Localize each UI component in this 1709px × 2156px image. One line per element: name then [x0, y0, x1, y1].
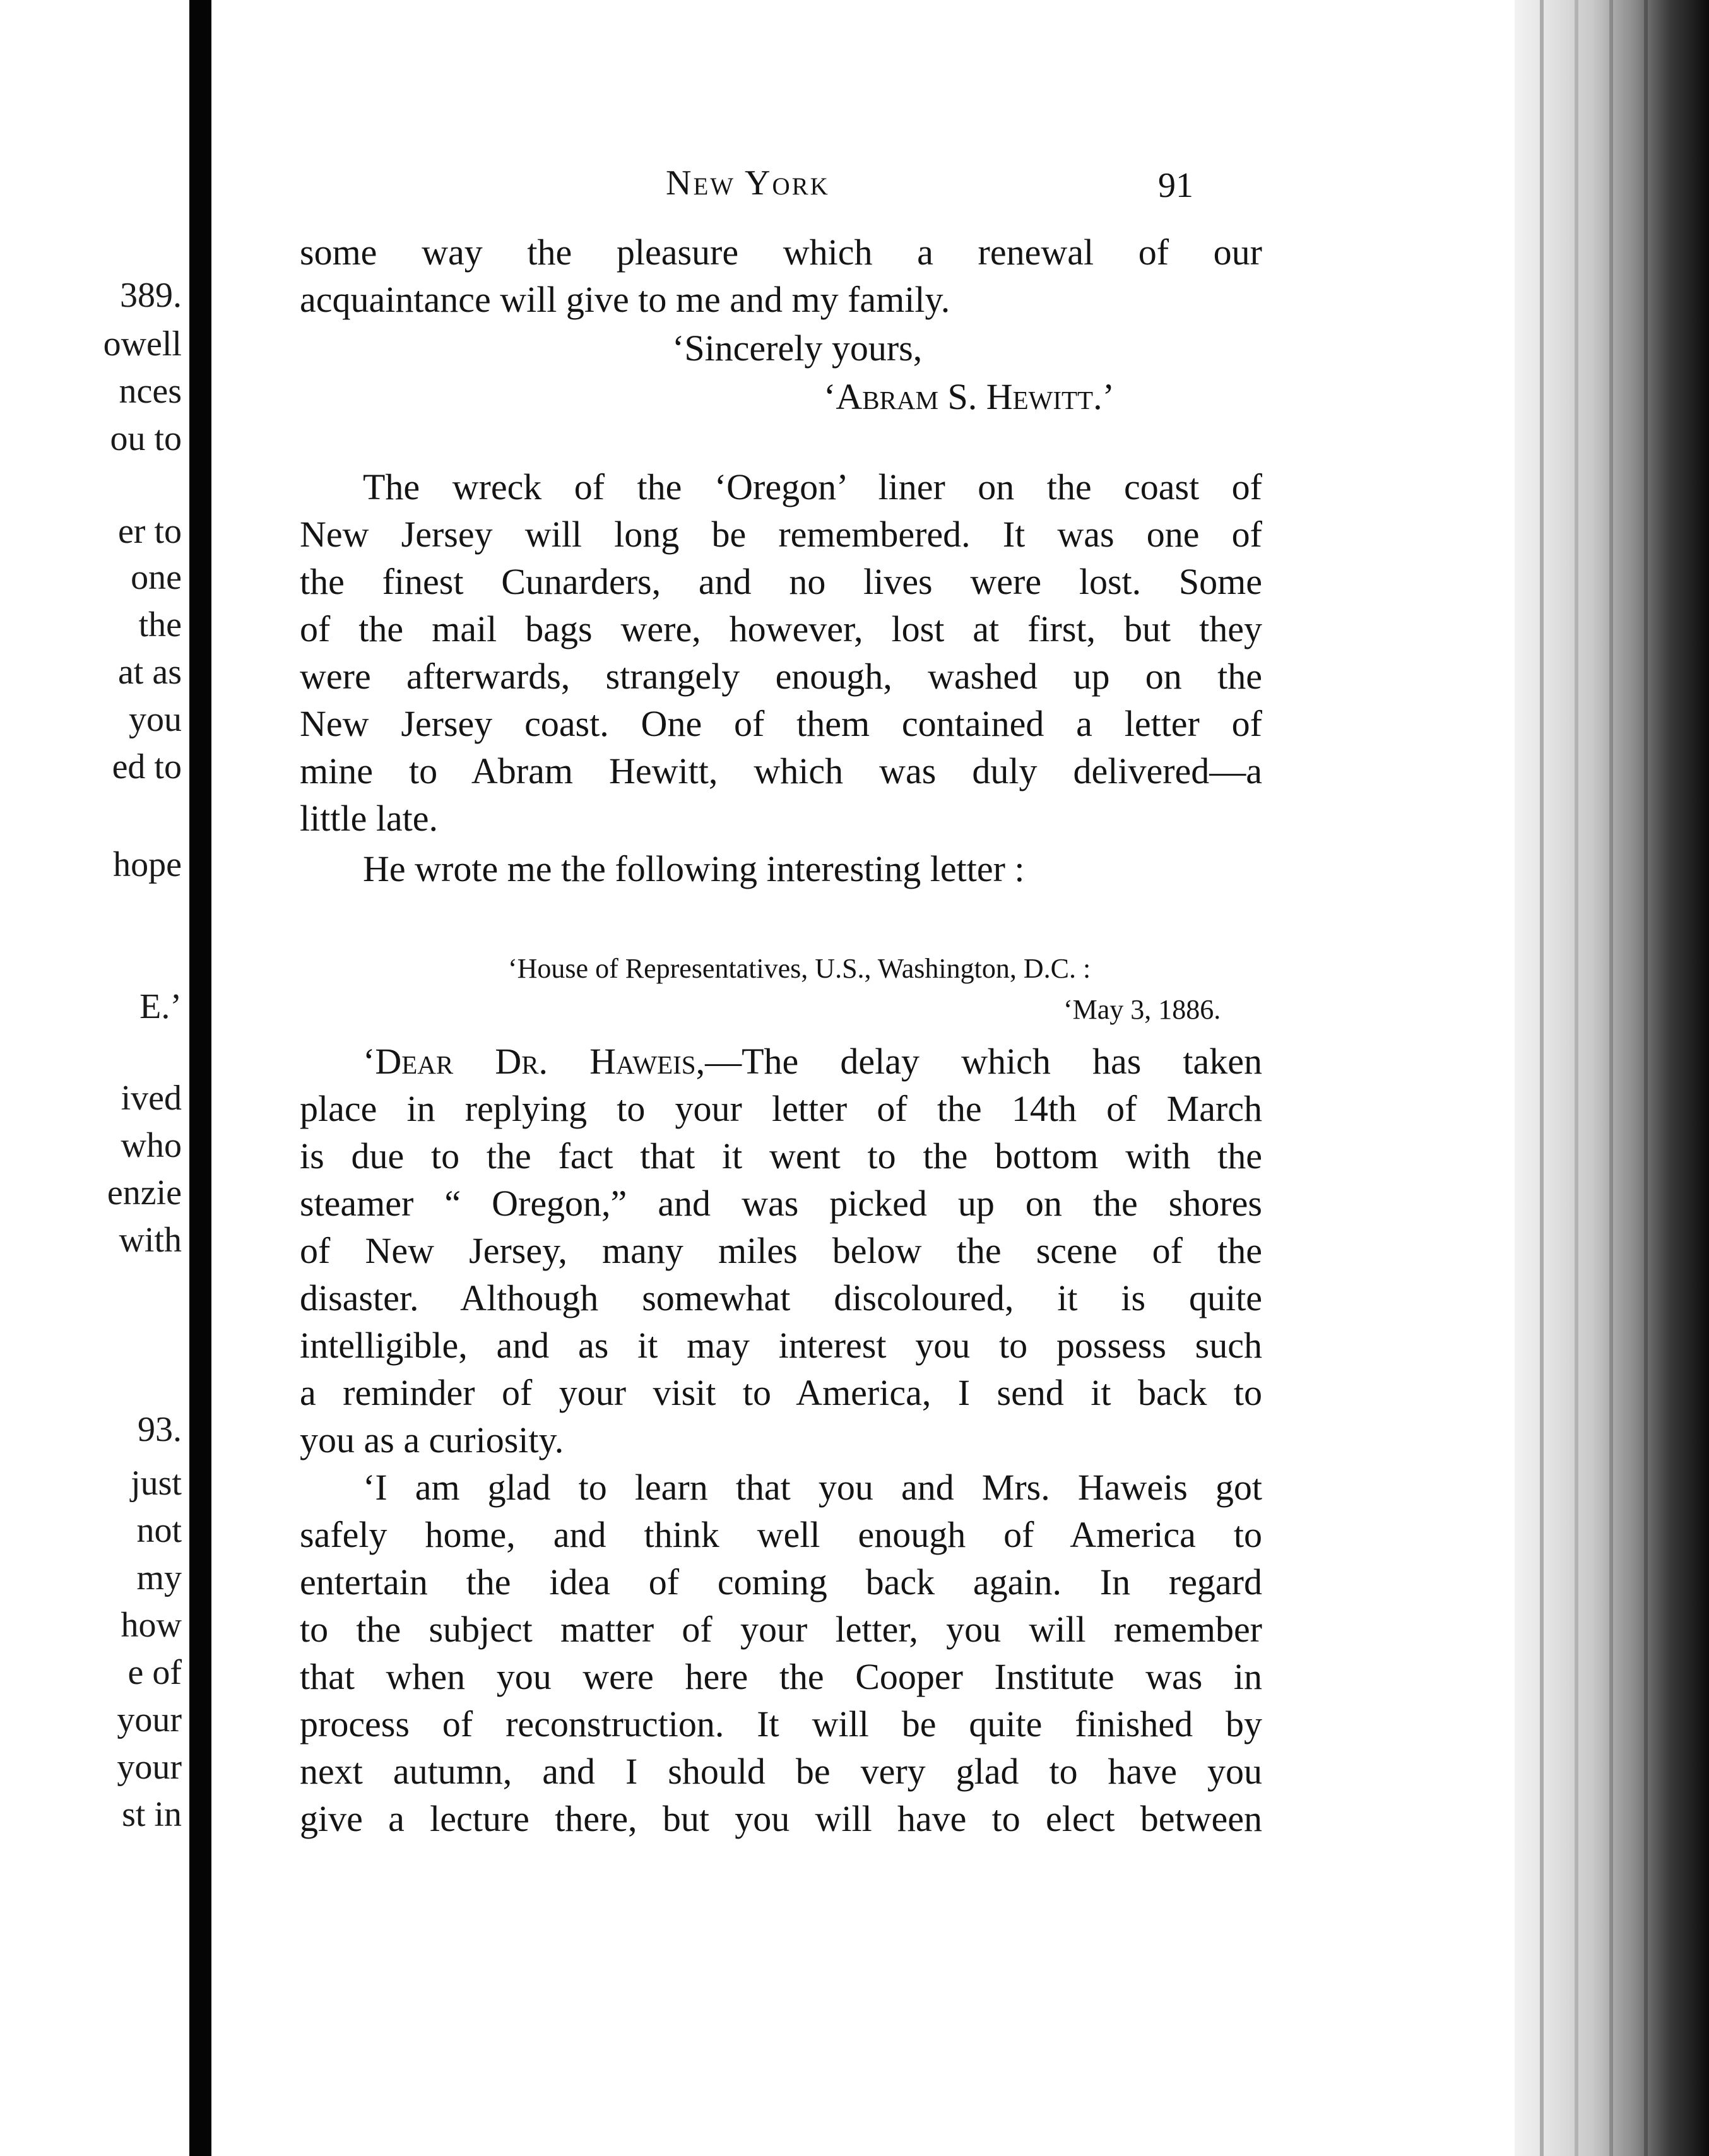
left-fragment: ou to — [110, 419, 182, 458]
text-line: intelligible, and as it may interest you to possess such — [300, 1325, 1262, 1366]
letter-salutation: ‘Dear Dr. Haweis, — [363, 1041, 706, 1082]
left-fragment: ed to — [112, 747, 182, 786]
text-line: disaster. Although somewhat discoloured, it is quite — [300, 1277, 1262, 1318]
left-fragment: nces — [119, 372, 182, 411]
text-line: the finest Cunarders, and no lives were lost. Some — [300, 561, 1262, 602]
text-line: New Jersey coast. One of them contained a letter of — [300, 703, 1262, 744]
text-line: were afterwards, strangely enough, washed up on the — [300, 656, 1262, 697]
text-line: you as a curiosity. — [300, 1419, 564, 1460]
left-fragment: er to — [117, 512, 182, 551]
text-line: of the mail bags were, however, lost at first, but they — [300, 608, 1262, 649]
text-line: ‘I am glad to learn that you and Mrs. Haweis got — [363, 1467, 1262, 1508]
left-fragment: hope — [113, 845, 182, 884]
text-line: next autumn, and I should be very glad to have you — [300, 1751, 1262, 1792]
text-line: is due to the fact that it went to the bottom with the — [300, 1135, 1262, 1176]
left-fragment: at as — [117, 653, 182, 692]
left-fragment: how — [121, 1606, 182, 1645]
page-block-edge — [1515, 0, 1709, 2156]
left-fragment: 389. — [120, 276, 182, 315]
letter-closing: ‘Sincerely yours, — [672, 328, 923, 369]
text-line: acquaintance will give to me and my family. — [300, 279, 950, 320]
text-line: a reminder of your visit to America, I send it back to — [300, 1372, 1262, 1413]
running-head: New York — [666, 163, 830, 203]
left-fragment: my — [136, 1558, 182, 1597]
text-line: place in replying to your letter of the 14th of March — [300, 1088, 1262, 1129]
left-fragment: owell — [103, 324, 182, 364]
left-fragment: just — [131, 1464, 182, 1503]
left-fragment: your — [117, 1700, 182, 1739]
text-line: mine to Abram Hewitt, which was duly delivered—a — [300, 750, 1262, 791]
text-line: The wreck of the ‘Oregon’ liner on the coast of — [363, 466, 1262, 507]
text-line: of New Jersey, many miles below the scene of the — [300, 1230, 1262, 1271]
facing-page-fragment — [0, 0, 189, 2156]
left-fragment: your — [117, 1748, 182, 1787]
text-line: New Jersey will long be remembered. It was one of — [300, 514, 1262, 555]
text-line — [363, 1041, 1262, 1082]
book-page — [211, 0, 1515, 2156]
left-fragment: you — [129, 700, 182, 739]
text-line: entertain the idea of coming back again. In regard — [300, 1561, 1262, 1602]
left-fragment: enzie — [107, 1173, 182, 1212]
text-line: give a lecture there, but you will have to elect between — [300, 1798, 1262, 1839]
page-number: 91 — [1158, 166, 1193, 205]
letter-signature: ‘Abram S. Hewitt.’ — [824, 376, 1115, 417]
letter-address: ‘House of Representatives, U.S., Washington, D.C. : — [508, 953, 1091, 984]
left-fragment: one — [131, 558, 182, 597]
left-fragment: not — [136, 1511, 182, 1550]
text-fragment: —The delay which has taken — [705, 1041, 1263, 1082]
left-fragment: who — [121, 1126, 182, 1165]
left-fragment: the — [138, 605, 182, 644]
text-line: He wrote me the following interesting letter : — [363, 848, 1025, 889]
text-line: to the subject matter of your letter, you will remember — [300, 1609, 1262, 1650]
left-fragment: E.’ — [139, 987, 182, 1026]
text-line: process of reconstruction. It will be quite finished by — [300, 1703, 1262, 1744]
text-line: little late. — [300, 798, 439, 839]
text-line: that when you were here the Cooper Institute was in — [300, 1656, 1262, 1697]
letter-date: ‘May 3, 1886. — [1063, 994, 1221, 1025]
left-fragment: with — [119, 1221, 182, 1260]
left-fragment: ived — [121, 1079, 182, 1118]
text-block — [300, 0, 1262, 2156]
left-fragment: st in — [122, 1795, 182, 1834]
left-fragment: e of — [127, 1653, 182, 1692]
text-line: safely home, and think well enough of America to — [300, 1514, 1262, 1555]
text-line: steamer “ Oregon,” and was picked up on the shores — [300, 1183, 1262, 1224]
text-line: some way the pleasure which a renewal of our — [300, 232, 1262, 273]
left-fragment: 93. — [138, 1410, 182, 1449]
